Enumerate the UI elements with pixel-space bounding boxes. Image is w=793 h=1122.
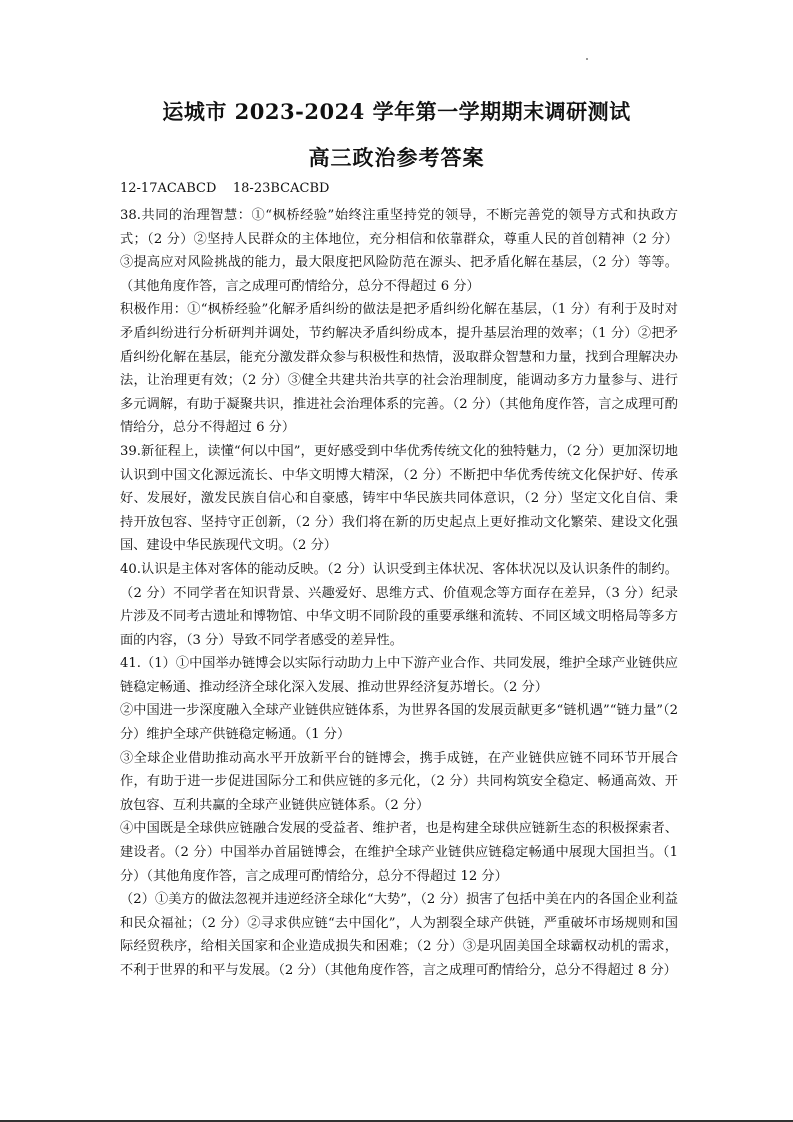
- answer-38-part2: 积极作用：①“枫桥经验”化解矛盾纠纷的做法是把矛盾纠纷化解在基层，（1 分）有利于及时对矛盾纠纷进行分析研判并调处，节约解决矛盾纠纷成本，提升基层治理的效率；（1 分）②把矛盾纠纷化解在基层，能充分激发群众参与积极性和热情，汲取群众智慧和力量，找到合理解决办法，让治理更有效；（2 分）③健全共建共治共享的社会治理制度，能调动多方力量参与、进行多元调解，有助于凝聚共识，推进社会治理体系的完善。（2 分）（其他角度作答，言之成理可酌情给分，总分不得超过 6 分）: [120, 302, 678, 436]
- answer-41-1-point4: ④中国既是全球供应链融合发展的受益者、维护者，也是构建全球供应链新生态的积极探索者、建设者。（2 分）中国举办首届链博会，在维护全球产业链供应链稳定畅通中展现大国担当。（1 分）（其他角度作答，言之成理可酌情给分，总分不得超过 12 分）: [120, 821, 678, 884]
- document-title: 运城市 2023-2024 学年第一学期期末调研测试: [162, 99, 631, 124]
- answer-38-part1: 38.共同的治理智慧：①“枫桥经验”始终注重坚持党的领导，不断完善党的领导方式和执政方式；（2 分）②坚持人民群众的主体地位，充分相信和依靠群众，尊重人民的首创精神（2 分）③提高应对风险挑战的能力，最大限度把风险防范在源头、把矛盾化解在基层，（2 分）等等。（其他角度作答，言之成理可酌情给分，总分不得超过 6 分）: [120, 208, 678, 294]
- answer-41-2: （2）①美方的做法忽视并违逆经济全球化“大势”，（2 分）损害了包括中美在内的各国企业利益和民众福祉；（2 分）②寻求供应链“去中国化”，人为割裂全球产供链，严重破坏市场规则和国际经贸秩序，给相关国家和企业造成损失和困难；（2 分）③是巩固美国全球霸权动机的需求，不利于世界的和平与发展。（2 分）（其他角度作答，言之成理可酌情给分，总分不得超过 8 分）: [120, 892, 678, 978]
- answer-41-1-point3: ③全球企业借助推动高水平开放新平台的链博会，携手成链，在产业链供应链不同环节开展合作，有助于进一步促进国际分工和供应链的多元化，（2 分）共同构筑安全稳定、畅通高效、开放包容、互利共赢的全球产业链供应链体系。（2 分）: [120, 750, 678, 813]
- answer-body: [120, 204, 678, 983]
- answer-39: 39.新征程上，读懂“何以中国”，更好感受到中华优秀传统文化的独特魅力，（2 分）更加深切地认识到中国文化源远流长、中华文明博大精深，（2 分）不断把中华优秀传统文化保护好、传承好、发展好，激发民族自信心和自豪感，铸牢中华民族共同体意识，（2 分）坚定文化自信、秉持开放包容、坚持守正创新，（2 分）我们将在新的历史起点上更好推动文化繁荣、建设文化强国、建设中华民族现代文明。（2 分）: [120, 443, 678, 554]
- scan-speck: [586, 58, 588, 60]
- answer-40: 40.认识是主体对客体的能动反映。（2 分）认识受到主体状况、客体状况以及认识条件的制约。（2 分）不同学者在知识背景、兴趣爱好、思维方式、价值观念等方面存在差异，（3 分）纪录片涉及不同考古遗址和博物馆、中华文明不同阶段的重要承继和流转、不同区域文明格局等多方面的内容，（3 分）导致不同学者感受的差异性。: [120, 561, 678, 648]
- answer-41-1-point2: ②中国进一步深度融入全球产业链供应链体系，为世界各国的发展贡献更多“链机遇”“链力量”（2 分）维护全球产供链稳定畅通。（1 分）: [120, 703, 678, 743]
- choice-answers: 12-17ACABCD 18-23BCACBD: [120, 181, 330, 196]
- document-subtitle: 高三政治参考答案: [308, 145, 485, 170]
- answer-41-1-point1: 41.（1）①中国举办链博会以实际行动助力上中下游产业合作、共同发展，维护全球产业链供应链稳定畅通、推动经济全球化深入发展、推动世界经济复苏增长。（2 分）: [120, 656, 678, 695]
